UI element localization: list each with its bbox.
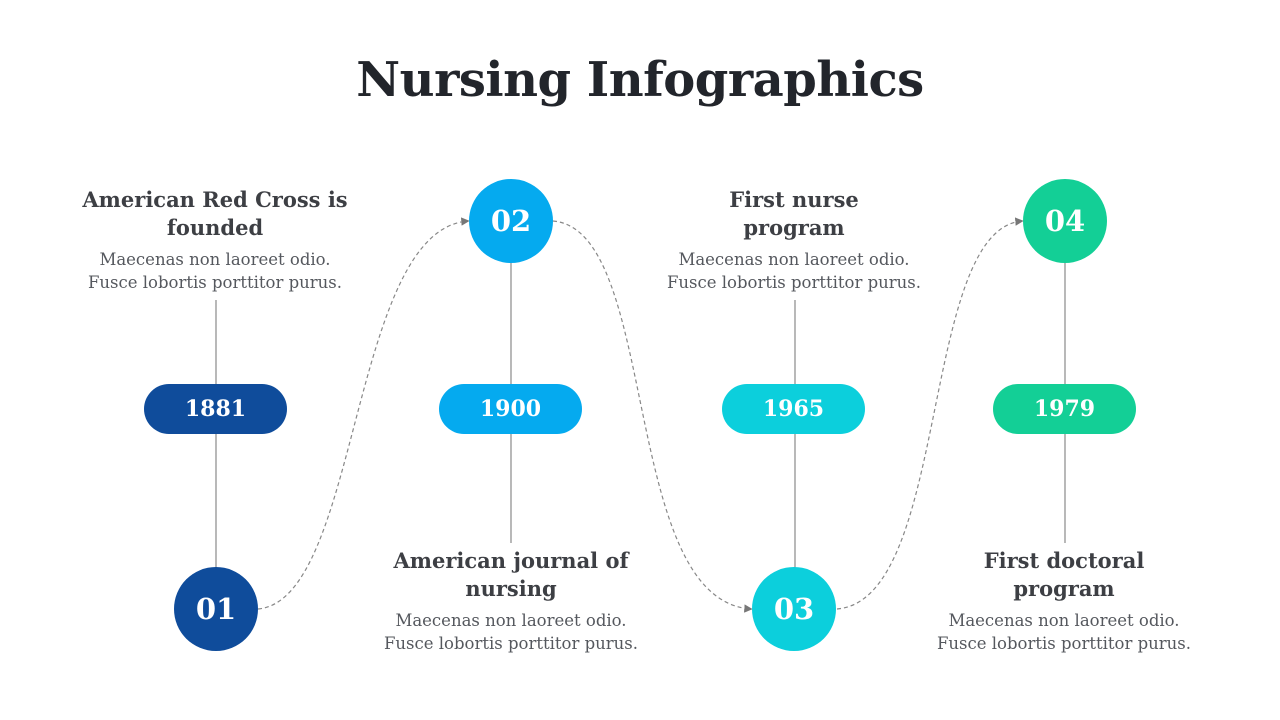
- step-04-year-pill: 1979: [993, 384, 1136, 434]
- step-04-text: [914, 547, 1214, 655]
- step-01-year-pill: 1881: [144, 384, 287, 434]
- step-02-description: [361, 609, 661, 655]
- step-02-year-pill: 1900: [439, 384, 582, 434]
- step-01-number-circle: 01: [174, 567, 258, 651]
- step-02-number-circle: 02: [469, 179, 553, 263]
- step-03-desc-line1: Maecenas non laoreet odio.: [678, 250, 910, 269]
- step-02-heading: American journal of nursing: [393, 548, 629, 601]
- page-title: Nursing Infographics: [356, 52, 924, 108]
- step-04-number-circle: 04: [1023, 179, 1107, 263]
- step-04-desc-line2: Fusce lobortis porttitor purus.: [936, 634, 1192, 653]
- step-01-desc-line2: Fusce lobortis porttitor purus.: [87, 273, 343, 292]
- step-03-number-circle: 03: [752, 567, 836, 651]
- step-01-desc-line1: Maecenas non laoreet odio.: [99, 250, 331, 269]
- step-03-text: [644, 186, 944, 294]
- step-02-text: [361, 547, 661, 655]
- step-04-heading: First doctoral program: [983, 548, 1145, 601]
- step-01-description: [65, 248, 365, 294]
- step-02-desc-line2: Fusce lobortis porttitor purus.: [383, 634, 639, 653]
- step-04-desc-line1: Maecenas non laoreet odio.: [948, 611, 1180, 630]
- step-03-year-pill: 1965: [722, 384, 865, 434]
- step-01-heading: American Red Cross is founded: [82, 187, 348, 240]
- step-03-desc-line2: Fusce lobortis porttitor purus.: [666, 273, 922, 292]
- step-04-description: [914, 609, 1214, 655]
- step-03-description: [644, 248, 944, 294]
- step-02-desc-line1: Maecenas non laoreet odio.: [395, 611, 627, 630]
- step-03-heading: First nurse program: [729, 187, 859, 240]
- step-01-text: [65, 186, 365, 294]
